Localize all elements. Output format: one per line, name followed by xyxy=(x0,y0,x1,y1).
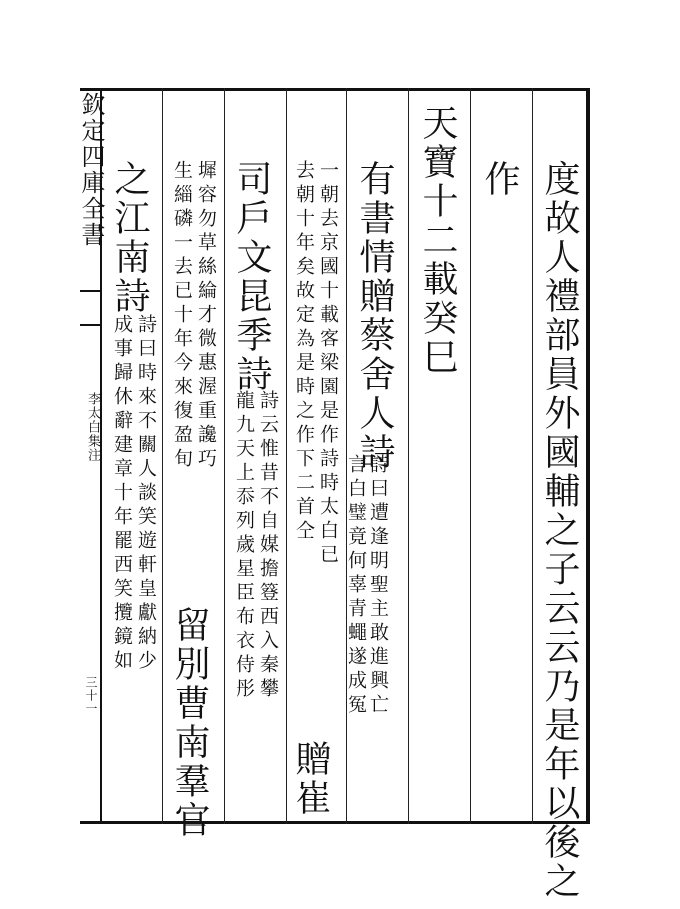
annotation-left: 言白璧竟何辜青蠅遂成冤 xyxy=(345,454,367,718)
poem-title-cui-cont: 司戶文昆季詩 xyxy=(231,160,272,394)
annotation-right: 詩曰遭逢明聖主敢進興亡 xyxy=(367,454,389,718)
annotation-right: 詩曰時來不關人談笑遊軒皇獻納少 xyxy=(135,314,157,674)
annotation-right: 墀容勿草絲綸才微惠渥重讒巧 xyxy=(195,160,217,472)
reign-year-heading: 天寶十二載癸巳 xyxy=(417,104,458,377)
annotation-left: 成事歸休辭建章十年罷西笑攬鏡如 xyxy=(111,314,133,674)
annotation-right: 一朝去京國十載客梁園是作詩時太白已 xyxy=(317,160,339,568)
annotation-right: 詩云惟昔不自媒擔簦西入秦攀 xyxy=(257,390,279,702)
poem-title-cui: 贈崔 xyxy=(290,740,331,818)
column-divider xyxy=(470,88,471,824)
text-column-1: 度故人禮部員外國輔之子云云乃是年以後之 xyxy=(539,160,580,901)
poem-title-cao-cont: 之江南詩 xyxy=(109,160,150,316)
column-divider xyxy=(162,88,163,824)
column-divider xyxy=(532,88,533,824)
annotation-left: 去朝十年矣故定為是時之作下二首仝 xyxy=(293,160,315,544)
poem-title-cai: 有書情贈蔡舍人詩 xyxy=(354,160,395,472)
text-column-2: 作 xyxy=(479,160,520,199)
poem-title-cao: 留別曹南羣官 xyxy=(169,606,210,840)
annotation-left: 生緇磷一去已十年今來復盈旬 xyxy=(171,160,193,472)
spine-fishtail-mark xyxy=(80,290,102,326)
column-divider xyxy=(286,88,287,824)
collection-title: 欽定四庫全書 xyxy=(77,92,105,248)
column-divider xyxy=(224,88,225,824)
page-number: 三十一 xyxy=(84,676,98,715)
book-title: 李太白集注 xyxy=(85,392,100,462)
annotation-left: 龍九天上忝列歲星臣布衣侍彤 xyxy=(233,390,255,702)
column-divider xyxy=(408,88,409,824)
